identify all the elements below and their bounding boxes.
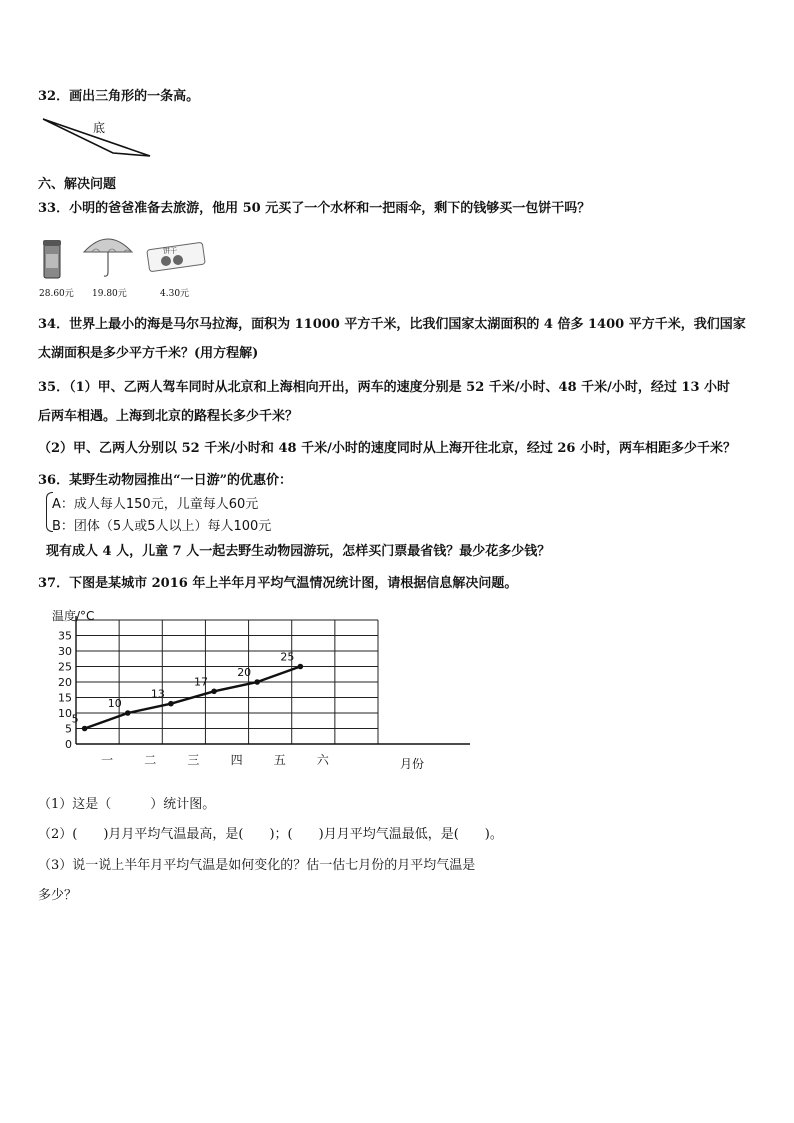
x-tick-label: 六 (316, 753, 329, 767)
q36-question: 现有成人 4 人，儿童 7 人一起去野生动物园游玩，怎样买门票最省钱？最少花多少钱？ (46, 544, 551, 559)
x-tick-label: 二 (144, 753, 157, 767)
cup-price: 28.60元 (39, 289, 74, 299)
chart-ylabel: 温度/°C (52, 609, 95, 623)
q32-text: 32．画出三角形的一条高。 (38, 89, 200, 104)
data-point (125, 710, 131, 716)
q37-sub1: （1）这是（ ）统计图。 (38, 797, 216, 812)
q36-option-b: B：团体（5人或5人以上）每人100元 (52, 519, 272, 534)
section-heading: 六、解决问题 (38, 177, 117, 192)
x-tick-label: 一 (101, 753, 114, 767)
data-label: 5 (71, 712, 79, 726)
biscuit-price: 4.30元 (160, 289, 190, 299)
y-tick-label: 30 (58, 645, 72, 658)
data-point (254, 679, 260, 685)
q33-text: 33．小明的爸爸准备去旅游，他用 50 元买了一个水杯和一把雨伞，剩下的钱够买一包饼干吗？ (38, 201, 591, 216)
data-label: 17 (194, 675, 209, 689)
data-point (211, 689, 217, 695)
umbrella-price: 19.80元 (92, 289, 127, 299)
q37-sub2: （2）( )月月平均气温最高，是( )；( )月月平均气温最低，是( )。 (38, 827, 503, 842)
q33-items (36, 228, 216, 286)
data-point (82, 726, 88, 732)
q34-line1: 34．世界上最小的海是马尔马拉海，面积为 11000 平方千米，比我们国家太湖面积的 4 倍多 1400 平方千米，我们国家 (38, 317, 746, 332)
data-point (298, 664, 304, 670)
q37-sub3-line2: 多少？ (38, 888, 78, 903)
y-tick-label: 20 (58, 676, 72, 689)
x-tick-label: 四 (230, 753, 243, 767)
data-label: 10 (107, 697, 122, 710)
cup-icon (43, 240, 61, 278)
q37-text: 37．下图是某城市 2016 年上半年月平均气温情况统计图，请根据信息解决问题。 (38, 576, 518, 591)
x-tick-label: 五 (273, 753, 286, 767)
q35-part2: （2）甲、乙两人分别以 52 千米/小时和 48 千米/小时的速度同时从上海开往北京，经过 26 小时，两车相距多少千米？ (38, 441, 736, 456)
y-tick-label: 0 (65, 738, 72, 751)
data-label: 13 (150, 687, 165, 701)
y-tick-label: 35 (58, 629, 72, 643)
x-tick-label: 三 (187, 753, 200, 767)
q36-option-a: A：成人每人150元，儿童每人60元 (52, 497, 259, 512)
triangle-base-label: 底 (93, 121, 106, 135)
q34-line2: 太湖面积是多少平方千米？(用方程解) (38, 346, 259, 361)
q36-text: 36．某野生动物园推出“一日游”的优惠价： (38, 473, 293, 488)
y-tick-label: 15 (58, 691, 72, 705)
chart-xlabel: 月份 (400, 757, 425, 771)
q37-sub3-line1: （3）说一说上半年月平均气温是如何变化的？估一估七月份的月平均气温是 (38, 858, 476, 873)
q35-part1-line1: 35．（1）甲、乙两人驾车同时从北京和上海相向开出，两车的速度分别是 52 千米/小时、48 千米/小时，经过 13 小时 (38, 380, 731, 395)
y-tick-label: 5 (65, 722, 72, 736)
y-tick-label: 10 (58, 707, 72, 720)
temperature-line-chart (40, 600, 470, 780)
biscuit-pack-label: 饼干 (163, 247, 177, 255)
umbrella-icon (84, 239, 132, 276)
data-label: 20 (237, 666, 252, 679)
data-point (168, 701, 174, 707)
y-tick-label: 25 (58, 660, 72, 674)
data-label: 25 (280, 650, 295, 664)
q35-part1-line2: 后两车相遇。上海到北京的路程长多少千米？ (38, 409, 299, 424)
